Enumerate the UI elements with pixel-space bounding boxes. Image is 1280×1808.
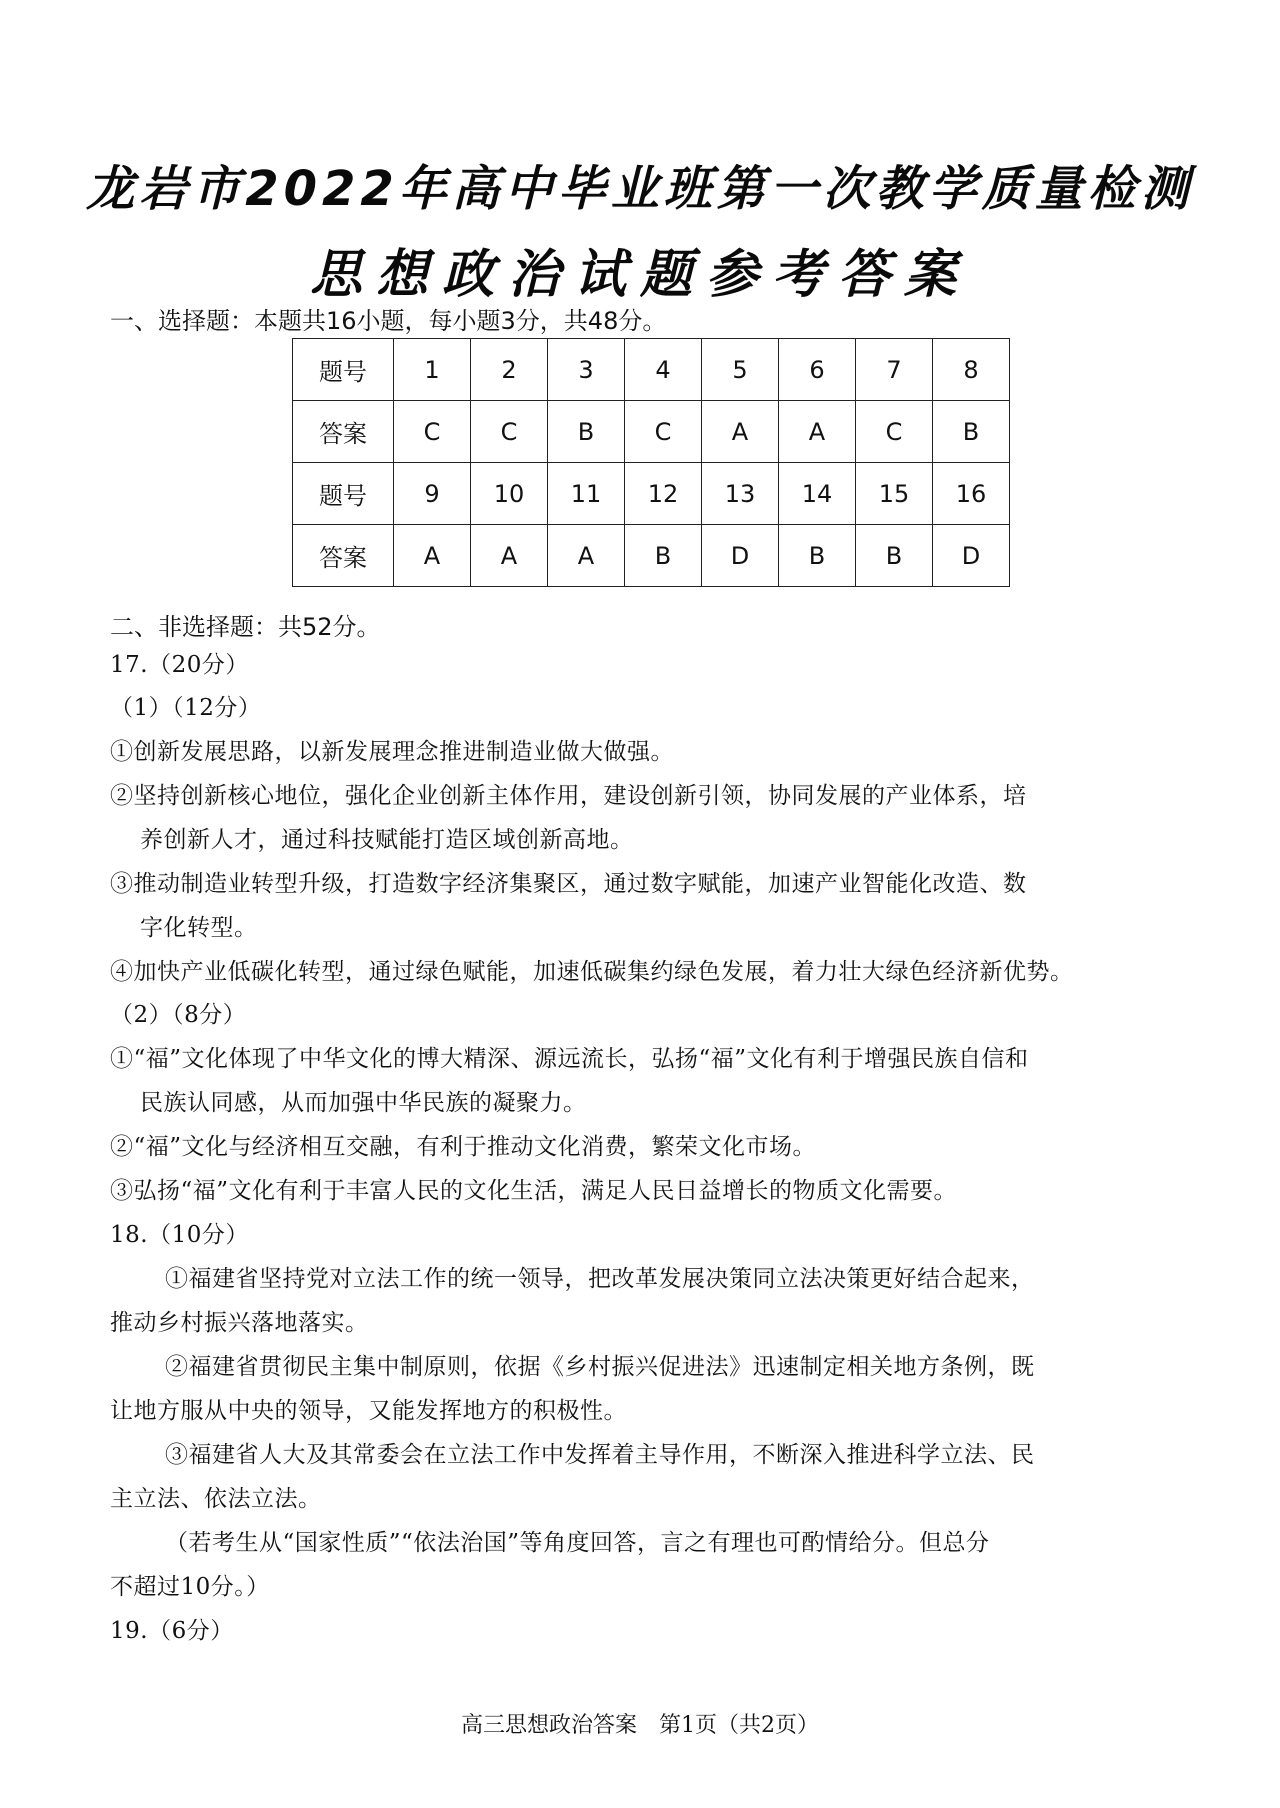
table-cell: 1 xyxy=(394,339,471,401)
section-choice-heading: 一、选择题：本题共16小题，每小题3分，共48分。 xyxy=(110,307,667,335)
table-cell: 10 xyxy=(471,463,548,525)
answer-line: ③弘扬“福”文化有利于丰富人民的文化生活，满足人民日益增长的物质文化需要。 xyxy=(110,1178,958,1204)
answer-line: ①福建省坚持党对立法工作的统一领导，把改革发展决策同立法决策更好结合起来， xyxy=(165,1266,1035,1292)
table-cell: A xyxy=(779,401,856,463)
answer-line: ①“福”文化体现了中华文化的博大精深、源远流长，弘扬“福”文化有利于增强民族自信和 xyxy=(110,1046,1029,1072)
answer-line: 主立法、依法立法。 xyxy=(110,1486,322,1512)
answer-note: （若考生从“国家性质”“依法治国”等角度回答，言之有理也可酌情给分。但总分 xyxy=(165,1530,990,1556)
table-cell: 7 xyxy=(856,339,933,401)
document-subtitle: 思想政治试题参考答案 xyxy=(309,245,970,305)
answer-line: 让地方服从中央的领导，又能发挥地方的积极性。 xyxy=(110,1398,627,1424)
table-cell: 2 xyxy=(471,339,548,401)
answer-line: 字化转型。 xyxy=(140,915,258,941)
answer-line: 民族认同感，从而加强中华民族的凝聚力。 xyxy=(140,1090,587,1116)
answer-note: 不超过10分。） xyxy=(110,1574,270,1600)
table-cell: 15 xyxy=(856,463,933,525)
table-cell: A xyxy=(702,401,779,463)
table-cell: A xyxy=(394,525,471,587)
row-label: 题号 xyxy=(293,463,394,525)
table-cell: B xyxy=(625,525,702,587)
table-cell: A xyxy=(471,525,548,587)
q17-part1-heading: （1）（12分） xyxy=(110,695,262,721)
table-cell: B xyxy=(856,525,933,587)
table-cell: A xyxy=(548,525,625,587)
table-cell: 6 xyxy=(779,339,856,401)
table-cell: D xyxy=(702,525,779,587)
row-label: 题号 xyxy=(293,339,394,401)
answer-line: ①创新发展思路，以新发展理念推进制造业做大做强。 xyxy=(110,739,674,765)
table-cell: 14 xyxy=(779,463,856,525)
table-cell: 5 xyxy=(702,339,779,401)
table-cell: 9 xyxy=(394,463,471,525)
answer-line: ③推动制造业转型升级，打造数字经济集聚区，通过数字赋能，加速产业智能化改造、数 xyxy=(110,871,1027,897)
row-label: 答案 xyxy=(293,401,394,463)
table-cell: 16 xyxy=(933,463,1010,525)
table-cell: 12 xyxy=(625,463,702,525)
q19-heading: 19.（6分） xyxy=(110,1618,234,1644)
table-cell: C xyxy=(856,401,933,463)
q17-heading: 17.（20分） xyxy=(110,652,249,678)
answer-line: 养创新人才，通过科技赋能打造区域创新高地。 xyxy=(140,827,634,853)
table-cell: 4 xyxy=(625,339,702,401)
page-footer: 高三思想政治答案 第1页（共2页） xyxy=(461,1713,819,1738)
table-cell: B xyxy=(779,525,856,587)
table-cell: B xyxy=(933,401,1010,463)
table-row xyxy=(293,339,1010,401)
table-cell: B xyxy=(548,401,625,463)
table-cell: 8 xyxy=(933,339,1010,401)
table-cell: C xyxy=(394,401,471,463)
answer-line: ②坚持创新核心地位，强化企业创新主体作用，建设创新引领，协同发展的产业体系，培 xyxy=(110,783,1027,809)
table-cell: 3 xyxy=(548,339,625,401)
table-cell: C xyxy=(471,401,548,463)
answer-line: ②“福”文化与经济相互交融，有利于推动文化消费，繁荣文化市场。 xyxy=(110,1134,817,1160)
section-nonchoice-heading: 二、非选择题：共52分。 xyxy=(110,613,381,641)
answer-line: ③福建省人大及其常委会在立法工作中发挥着主导作用，不断深入推进科学立法、民 xyxy=(165,1442,1035,1468)
answer-table xyxy=(292,338,1010,587)
table-row xyxy=(293,463,1010,525)
row-label: 答案 xyxy=(293,525,394,587)
document-title: 龙岩市2022年高中毕业班第一次教学质量检测 xyxy=(86,161,1194,217)
table-row xyxy=(293,525,1010,587)
table-row xyxy=(293,401,1010,463)
answer-line: ④加快产业低碳化转型，通过绿色赋能，加速低碳集约绿色发展，着力壮大绿色经济新优势。 xyxy=(110,959,1074,985)
q18-heading: 18.（10分） xyxy=(110,1222,249,1248)
table-cell: 13 xyxy=(702,463,779,525)
table-cell: D xyxy=(933,525,1010,587)
table-cell: C xyxy=(625,401,702,463)
answer-line: 推动乡村振兴落地落实。 xyxy=(110,1310,369,1336)
q17-part2-heading: （2）（8分） xyxy=(110,1002,247,1028)
answer-line: ②福建省贯彻民主集中制原则，依据《乡村振兴促进法》迅速制定相关地方条例，既 xyxy=(165,1354,1035,1380)
table-cell: 11 xyxy=(548,463,625,525)
